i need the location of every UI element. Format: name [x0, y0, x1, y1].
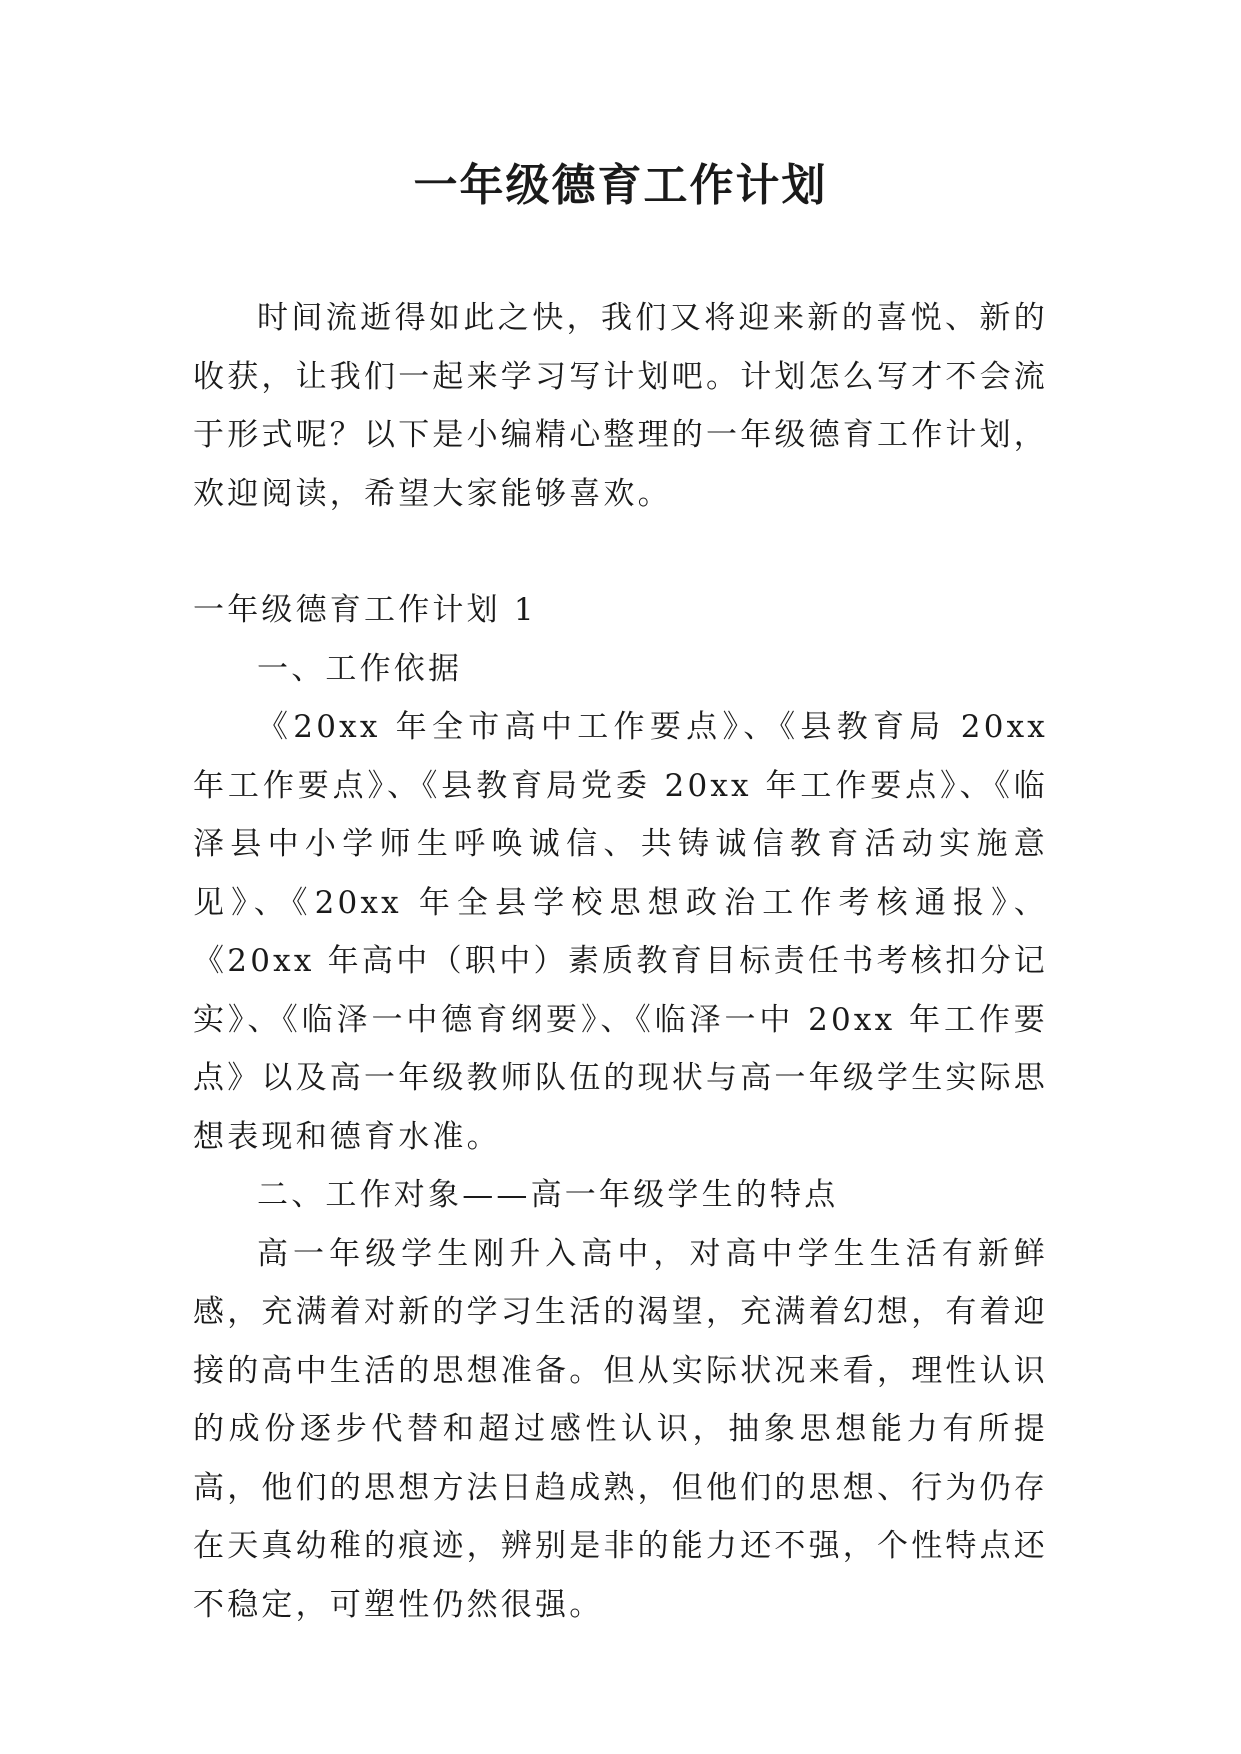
paragraph-gap: [193, 523, 1048, 581]
heading-work-target: 二、工作对象——高一年级学生的特点: [257, 1177, 839, 1213]
paragraph-work-target: 高一年级学生刚升入高中，对高中学生生活有新鲜感，充满着对新的学习生活的渴望，充满着幻想，有着迎接的高中生活的思想准备。但从实际状况来看，理性认识的成份逐步代替和超过感性认识，抽象思想能力有所提高，他们的思想方法日趋成熟，但他们的思想、行为仍存在天真幼稚的痕迹，辨别是非的能力还不强，个性特点还不稳定，可塑性仍然很强。: [193, 1235, 1048, 1623]
heading-work-basis: 一、工作依据: [257, 650, 463, 687]
paragraph-work-basis: 《20xx 年全市高中工作要点》、《县教育局 20xx 年工作要点》、《县教育局党委 20xx 年工作要点》、《临泽县中小学师生呼唤诚信、共铸诚信教育活动实施意见》、《20xx 年全县学校思想政治工作考核通报》、《20xx 年高中（职中）素质教育目标责任书考核扣分记实》、《临泽一中德育纲要》、《临泽一中 20xx 年工作要点》以及高一年级教师队伍的现状与高一年级学生实际思想表现和德育水准。: [193, 709, 1048, 1155]
document-title: 一年级德育工作计划: [413, 160, 828, 211]
document-body: [193, 289, 1048, 1634]
section-title: 一年级德育工作计划 1: [193, 592, 537, 628]
intro-paragraph: 时间流逝得如此之快，我们又将迎来新的喜悦、新的收获，让我们一起来学习写计划吧。计划怎么写才不会流于形式呢？以下是小编精心整理的一年级德育工作计划，欢迎阅读，希望大家能够喜欢。: [193, 300, 1048, 512]
